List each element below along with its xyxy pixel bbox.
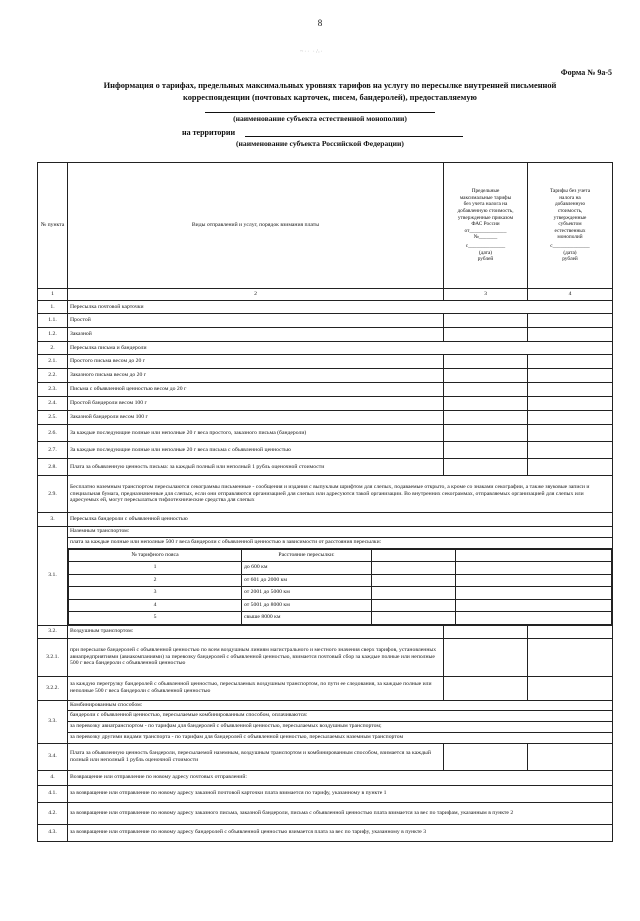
header-max-tariffs-line: №_______ bbox=[473, 234, 498, 241]
table-row bbox=[38, 638, 613, 676]
item-text: Воздушным транспортом: bbox=[68, 625, 444, 638]
table-row bbox=[38, 442, 613, 459]
item-number: 1.2. bbox=[38, 328, 68, 342]
item-text: Заказного письма весом до 20 г bbox=[68, 369, 444, 383]
header-max-tariffs bbox=[444, 163, 528, 289]
table-row bbox=[38, 383, 613, 397]
header-tariffs bbox=[528, 163, 613, 289]
item-text: Пересылка почтовой карточки bbox=[68, 301, 613, 314]
item-number: 4.1. bbox=[38, 785, 68, 802]
max-tariff-cell bbox=[444, 397, 528, 411]
header-max-tariffs-line: максимальные тарифы bbox=[459, 194, 512, 201]
table-row bbox=[38, 342, 613, 355]
zone-row bbox=[69, 562, 612, 575]
table-row bbox=[38, 700, 613, 743]
table-row bbox=[38, 785, 613, 802]
item-text: Пересылка письма и бандероли bbox=[68, 342, 613, 355]
max-tariff-cell bbox=[444, 411, 528, 425]
item-text: Пересылка бандероли с объявленной ценностью bbox=[68, 513, 613, 527]
table-row bbox=[38, 625, 613, 638]
item-number: 1. bbox=[38, 301, 68, 314]
combined-line: Комбинированным способом: bbox=[68, 701, 612, 712]
zone-row bbox=[69, 599, 612, 612]
colnum-4: 4 bbox=[528, 289, 613, 301]
table-header-row bbox=[38, 163, 613, 289]
table-row bbox=[38, 397, 613, 411]
header-max-tariffs-line: ФАС России bbox=[471, 221, 500, 228]
item-text: за возвращение или отправление по новому адресу бандеролей с объявленной ценностью взимается плата за вес по тарифу, указанному в пункте 3 bbox=[68, 824, 613, 841]
max-tariff-cell bbox=[444, 442, 528, 459]
header-max-tariffs-line: рублей bbox=[477, 256, 494, 263]
max-tariff-cell bbox=[444, 459, 528, 476]
item-text: за каждую перегрузку бандеролей с объявленной ценностью, пересылаемых воздушным транспортом, по пути ее следования, за каждые полные или неполные 500 г веса бандероли с объявленной ценностью bbox=[68, 676, 444, 700]
form-number: Форма № 9а-5 bbox=[560, 68, 612, 77]
territory-label: на территории bbox=[182, 128, 236, 137]
tariff-cell bbox=[456, 574, 612, 587]
item-number: 3.1. bbox=[38, 527, 68, 626]
item-text: Плата за объявленную ценность бандероли, пересылаемой наземным, воздушным транспортом и комбинированным способом, взимается за каждый полный или неполный 1 рубль оценочной стоимости bbox=[68, 743, 444, 770]
item-text: Плата за объявленную ценность письма: за каждый полный или неполный 1 рубль оценочной стоимости bbox=[68, 459, 444, 476]
header-max-tariffs-line: Предельные bbox=[471, 188, 500, 195]
item-number: 3.2. bbox=[38, 625, 68, 638]
tariff-cell bbox=[528, 397, 613, 411]
zone-number: 3 bbox=[69, 587, 242, 600]
zone-row bbox=[69, 587, 612, 600]
tariff-cell bbox=[456, 612, 612, 625]
zone-header: № тарифного пояса bbox=[69, 549, 242, 562]
zone-header-row bbox=[69, 549, 612, 562]
item-number: 2.4. bbox=[38, 397, 68, 411]
tariff-cell bbox=[528, 314, 613, 328]
tariff-cell bbox=[528, 383, 613, 397]
land-transport-rule: плата за каждые полные или неполные 500 г веса бандероли с объявленной ценностью в зависимости от расстояния пересылки: bbox=[68, 538, 612, 549]
table-row bbox=[38, 369, 613, 383]
item-number: 4. bbox=[38, 770, 68, 785]
item-number: 2.3. bbox=[38, 383, 68, 397]
zone-distance: свыше 8000 км bbox=[242, 612, 372, 625]
item-number: 2.6. bbox=[38, 425, 68, 442]
table-row bbox=[38, 314, 613, 328]
header-max-tariffs-line: (дата) bbox=[478, 249, 493, 256]
distance-header: Расстояние пересылки: bbox=[242, 549, 372, 562]
item-number: 2.2. bbox=[38, 369, 68, 383]
tariff-cell bbox=[528, 459, 613, 476]
table-row bbox=[38, 770, 613, 785]
item-number: 3.4. bbox=[38, 743, 68, 770]
item-text: Простого письма весом до 20 г bbox=[68, 355, 444, 369]
combined-line: бандероли с объявленной ценностью, пересылаемые комбинированным способом, оплачиваются: bbox=[68, 711, 612, 722]
header-max-tariffs-line: добавленную стоимость, bbox=[457, 208, 514, 215]
item-text: За каждые последующие полные или неполные 20 г веса письма с объявленной ценностью bbox=[68, 442, 444, 459]
header-item-number: № пункта bbox=[38, 163, 68, 289]
item-text: Бесплатно наземным транспортом пересылаются секограммы письменные - сообщения и издания с выпуклым шрифтом для слепых, подаваемые открыто, а кроме со знаками секографии, а также звуковые записи и специальная бумага, предназначенные для слепых, если они отправляются организацией для слепых или адресуются такой организации. Во внутренних секограммах, отправляемых организацией для слепых или адресуемых ей, могут пересылаться тифлотехнические средства для слепых bbox=[68, 476, 613, 513]
zone-number: 2 bbox=[69, 574, 242, 587]
zone-distance: до 600 км bbox=[242, 562, 372, 575]
zone-table bbox=[68, 549, 612, 625]
item-text: За каждые последующие полные или неполные 20 г веса простого, заказного письма (бандероли) bbox=[68, 425, 444, 442]
tariff-cell bbox=[456, 599, 612, 612]
zone-row bbox=[69, 574, 612, 587]
tariff-cell bbox=[528, 328, 613, 342]
table-row bbox=[38, 425, 613, 442]
item-number: 4.2. bbox=[38, 802, 68, 824]
tariff-cell bbox=[456, 587, 612, 600]
table-row bbox=[38, 301, 613, 314]
max-tariff-cell bbox=[372, 562, 456, 575]
header-tariffs-line: рублей bbox=[562, 256, 578, 263]
zone-number: 5 bbox=[69, 612, 242, 625]
max-tariff-cell bbox=[444, 314, 528, 328]
item-text: за возвращение или отправление по новому адресу заказного письма, заказной бандероли, письма с объявленной ценностью плата взимается за вес по тарифам, указанным в пункте 2 bbox=[68, 802, 613, 824]
max-tariff-cell bbox=[444, 425, 528, 442]
table-row bbox=[38, 476, 613, 513]
table-row bbox=[38, 824, 613, 841]
max-tariff-cell bbox=[372, 574, 456, 587]
region-name-caption: (наименование субъекта Российской Федерации) bbox=[236, 139, 404, 148]
header-tariffs-line: налога на bbox=[559, 194, 581, 201]
scan-artifact: ~·· ·∴· bbox=[300, 49, 324, 55]
tariff-table bbox=[37, 162, 613, 842]
header-tariffs-line: утвержденные bbox=[553, 214, 587, 221]
zone-number: 4 bbox=[69, 599, 242, 612]
tariff-cell bbox=[528, 369, 613, 383]
colnum-1: 1 bbox=[38, 289, 68, 301]
land-transport-label: Наземным транспортом: bbox=[68, 527, 612, 538]
monopoly-name-caption: (наименование субъекта естественной монополии) bbox=[233, 114, 407, 123]
header-max-tariffs-line: без учета налога на bbox=[463, 201, 508, 208]
header-max-tariffs-line: утвержденные приказом bbox=[457, 214, 514, 221]
max-tariff-cell bbox=[444, 369, 528, 383]
table-row bbox=[38, 459, 613, 476]
item-number: 3.2.2. bbox=[38, 676, 68, 700]
item-text: при пересылке бандеролей с объявленной ценностью по всем воздушным линиям магистрального и местного значения сверх тарифов, установленных авиапредприятиями (авиакомпаниями) за перевозку бандеролей с объявленной ценностью, взимается почтовый сбор за каждые полные или неполные 500 г веса бандероли с объявленной ценностью bbox=[68, 638, 444, 676]
header-tariffs-line: монополий bbox=[557, 234, 583, 241]
table-row bbox=[38, 513, 613, 527]
region-name-line bbox=[245, 136, 463, 137]
max-tariff-cell bbox=[372, 612, 456, 625]
header-tariffs-line: естественных bbox=[554, 227, 586, 234]
item-text: Заказной бандероли весом 100 г bbox=[68, 411, 444, 425]
item-number: 2.1. bbox=[38, 355, 68, 369]
item-number: 2. bbox=[38, 342, 68, 355]
table-row bbox=[38, 802, 613, 824]
max-tariff-cell bbox=[372, 599, 456, 612]
item-text: за возвращение или отправление по новому адресу заказной почтовой карточки плата взимается по тарифу, указанному в пункте 1 bbox=[68, 785, 613, 802]
header-tariffs-line: Тарифы без учета bbox=[549, 188, 591, 195]
max-tariff-cell bbox=[444, 383, 528, 397]
tariff-cell bbox=[528, 355, 613, 369]
max-tariff-cell bbox=[372, 587, 456, 600]
tariff-cell bbox=[456, 562, 612, 575]
header-tariffs-line: с______________ bbox=[550, 242, 590, 249]
zone-number: 1 bbox=[69, 562, 242, 575]
table-row bbox=[38, 743, 613, 770]
tariff-cell bbox=[528, 425, 613, 442]
combined-line: за перевозку авиатранспортом - по тарифам для бандеролей с объявленной ценностью, пересылаемых воздушным транспортом; bbox=[68, 722, 612, 733]
item-number: 3.2.1. bbox=[38, 638, 68, 676]
tariff-cell bbox=[528, 411, 613, 425]
table-row bbox=[38, 527, 613, 626]
item-number: 1.1. bbox=[38, 314, 68, 328]
table-row bbox=[38, 355, 613, 369]
item-number: 2.9. bbox=[38, 476, 68, 513]
item-number: 3.3. bbox=[38, 700, 68, 743]
item-number: 3. bbox=[38, 513, 68, 527]
colnum-2: 2 bbox=[68, 289, 444, 301]
monopoly-name-line bbox=[205, 112, 435, 113]
header-kinds: Виды отправлений и услуг, порядок взимания платы bbox=[68, 163, 444, 289]
item-number: 4.3. bbox=[38, 824, 68, 841]
item-text: Письма с объявленной ценностью весом до 20 г bbox=[68, 383, 444, 397]
colnum-3: 3 bbox=[444, 289, 528, 301]
table-row bbox=[38, 411, 613, 425]
zone-distance: от 601 до 2000 км bbox=[242, 574, 372, 587]
item-number: 2.7. bbox=[38, 442, 68, 459]
header-max-tariffs-line: от______________ bbox=[464, 227, 507, 234]
combined-line: за перевозку другими видами транспорта - по тарифам для бандеролей с объявленной ценностью, пересылаемых наземным транспортом bbox=[70, 733, 404, 740]
header-tariffs-line: стоимость, bbox=[557, 208, 583, 215]
item-number: 2.5. bbox=[38, 411, 68, 425]
page-number: 8 bbox=[317, 18, 323, 28]
max-tariff-cell bbox=[444, 355, 528, 369]
max-tariff-cell bbox=[444, 328, 528, 342]
header-tariffs-line: добавленную bbox=[554, 201, 586, 208]
column-numbers-row bbox=[38, 289, 613, 301]
table-row bbox=[38, 676, 613, 700]
item-text: Простой бандероли весом 100 г bbox=[68, 397, 444, 411]
document-title: Информация о тарифах, предельных максимальных уровнях тарифов на услугу по пересылке внутренней письменной корреспонденции (почтовых карточек, писем, бандеролей), предоставляемую bbox=[103, 81, 557, 102]
tariff-cell bbox=[528, 442, 613, 459]
header-tariffs-line: субъектом bbox=[558, 221, 582, 228]
item-text: Простой bbox=[68, 314, 444, 328]
zone-distance: от 2001 до 5000 км bbox=[242, 587, 372, 600]
zone-row bbox=[69, 612, 612, 625]
item-text: Заказной bbox=[68, 328, 444, 342]
header-max-tariffs-line: с______________ bbox=[465, 242, 506, 249]
item-combined bbox=[68, 700, 613, 743]
item-number: 2.8. bbox=[38, 459, 68, 476]
item-land-transport bbox=[68, 527, 613, 626]
table-row bbox=[38, 328, 613, 342]
zone-distance: от 5001 до 8000 км bbox=[242, 599, 372, 612]
header-tariffs-line: (дата) bbox=[563, 249, 577, 256]
item-text: Возвращение или отправление по новому адресу почтовых отправлений: bbox=[68, 770, 613, 785]
